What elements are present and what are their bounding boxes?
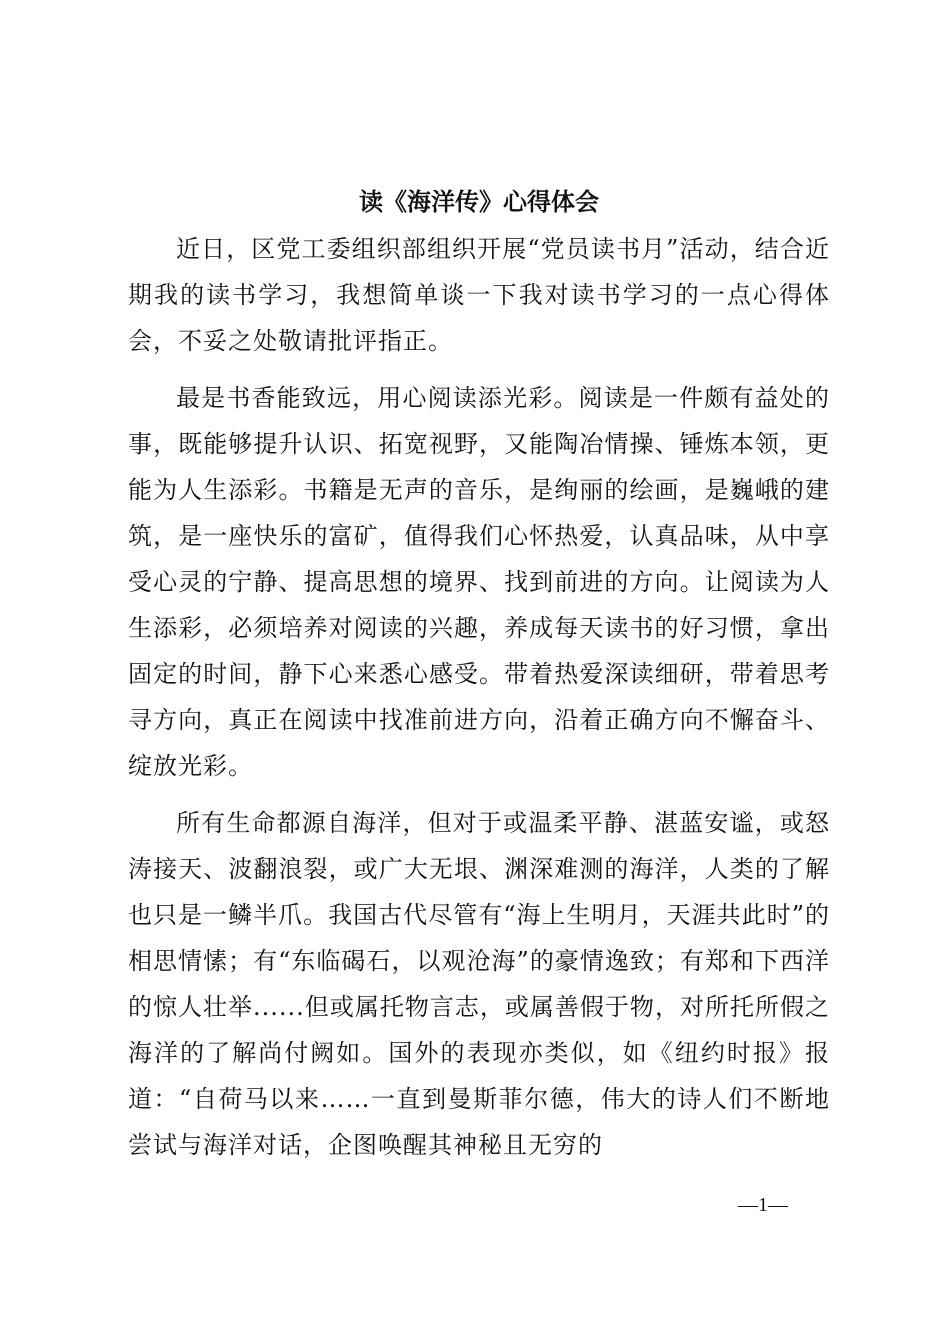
- document-title: 读《海洋传》心得体会: [359, 187, 599, 216]
- paragraph-intro: 近日，区党工委组织部组织开展“党员读书月”活动，结合近期我的读书学习，我想简单谈一下我对读书学习的一点心得体会，不妥之处敬请批评指正。: [128, 235, 830, 355]
- document-body: [128, 226, 830, 1179]
- paragraph-ocean: 所有生命都源自海洋，但对于或温柔平静、湛蓝安谧，或怒涛接天、波翻浪裂，或广大无垠、渊深难测的海洋，人类的了解也只是一鳞半爪。我国古代尽管有“海上生明月，天涯共此时”的相思情愫；有“东临碣石，以观沧海”的豪情逸致；有郑和下西洋的惊人壮举......但或属托物言志，或属善假于物，对所托所假之海洋的了解尚付阙如。国外的表现亦类似，如《纽约时报》报道：“自荷马以来……一直到曼斯菲尔德，伟大的诗人们不断地尝试与海洋对话，企图唤醒其神秘且无穷的: [128, 809, 830, 1159]
- page-number: —1—: [738, 1194, 788, 1216]
- paragraph-reading: 最是书香能致远，用心阅读添光彩。阅读是一件颇有益处的事，既能够提升认识、拓宽视野，又能陶冶情操、锤炼本领，更能为人生添彩。书籍是无声的音乐，是绚丽的绘画，是巍峨的建筑，是一座快乐的富矿，值得我们心怀热爱，认真品味，从中享受心灵的宁静、提高思想的境界、找到前进的方向。让阅读为人生添彩，必须培养对阅读的兴趣，养成每天读书的好习惯，拿出固定的时间，静下心来悉心感受。带着热爱深读细研，带着思考寻方向，真正在阅读中找准前进方向，沿着正确方向不懈奋斗、绽放光彩。: [128, 384, 830, 780]
